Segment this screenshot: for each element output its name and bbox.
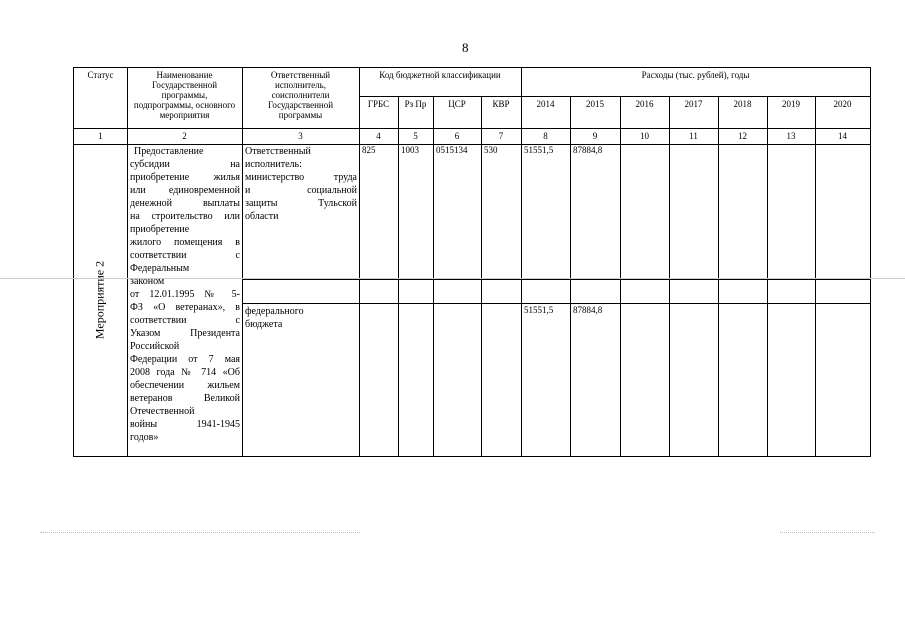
column-number: 10 (640, 131, 649, 141)
column-number: 3 (298, 131, 303, 141)
column-number: 6 (454, 131, 460, 141)
column-number: 1 (98, 131, 103, 141)
column-number: 11 (689, 131, 698, 141)
header-year: 2014 (536, 99, 555, 109)
amount-2015: 87884,8 (573, 305, 603, 315)
col-divider (767, 96, 768, 456)
row-divider (242, 279, 870, 280)
row-divider (74, 128, 870, 129)
header-rzpr: Рз Пр (404, 99, 427, 109)
col-divider (433, 96, 434, 456)
activity-name: Предоставление субсидии на приобретение жилья или единовременной денежной выплаты на строительство или приобретение жилого помещения в соответствии с Федеральным законом от 12.01.1995 № 5- ФЗ «О ветеранах», в соответствии с Указом Президента Российской Федерации от 7 мая 2008 года № 714 «Об обеспечении жильем ветеранов Великой Отечественной войны 1941-1945 годов» (130, 146, 240, 443)
col-divider (242, 68, 243, 456)
header-year: 2020 (833, 99, 852, 109)
header-executor: Ответственный исполнитель, соисполнители Государственной программы (267, 70, 334, 120)
header-year: 2016 (635, 99, 654, 109)
col-divider (815, 96, 816, 456)
header-csr: ЦСР (448, 99, 466, 109)
amount-2014: 51551,5 (524, 305, 554, 315)
status-label: Мероприятие 2 (92, 260, 107, 340)
header-year: 2015 (586, 99, 604, 109)
funding-source: федерального бюджета (245, 306, 304, 330)
header-expenses: Расходы (тыс. рублей), годы (641, 70, 750, 80)
header-year: 2018 (733, 99, 752, 109)
budget-table (73, 67, 871, 457)
row-divider (359, 96, 870, 97)
status-cell (74, 145, 127, 455)
column-number: 7 (498, 131, 504, 141)
col-divider (359, 68, 360, 456)
csr-value: 0515134 (436, 145, 468, 155)
col-divider (127, 68, 128, 456)
column-number: 9 (592, 131, 598, 141)
amount-2014: 51551,5 (524, 145, 554, 155)
column-number: 4 (376, 131, 381, 141)
header-budget-code: Код бюджетной классификации (379, 70, 501, 80)
header-name: Наименование Государственной программы, подпрограммы, основного мероприятия (133, 70, 236, 120)
col-divider (481, 96, 482, 456)
rzpr-value: 1003 (401, 145, 419, 155)
col-divider (398, 96, 399, 456)
scan-line (40, 532, 360, 533)
column-number: 12 (738, 131, 747, 141)
row-divider (242, 303, 870, 304)
column-number: 14 (838, 131, 847, 141)
kvr-value: 530 (484, 145, 498, 155)
header-year: 2019 (782, 99, 800, 109)
page-number: 8 (462, 40, 469, 55)
column-number: 5 (413, 131, 418, 141)
column-number: 2 (182, 131, 187, 141)
scan-line (0, 278, 905, 279)
col-divider (669, 96, 670, 456)
header-kvr: КВР (492, 99, 510, 109)
col-divider (521, 68, 522, 456)
amount-2015: 87884,8 (573, 145, 603, 155)
column-number: 8 (543, 131, 548, 141)
col-divider (620, 96, 621, 456)
grbs-value: 825 (362, 145, 376, 155)
header-grbs: ГРБС (367, 99, 390, 109)
column-number: 13 (786, 131, 796, 141)
col-divider (570, 96, 571, 456)
col-divider (718, 96, 719, 456)
responsible-executor: Ответственный исполнитель: министерство труда и социальной защиты Тульской области (245, 146, 357, 222)
header-year: 2017 (684, 99, 703, 109)
header-status: Статус (87, 70, 114, 80)
scan-line (780, 532, 875, 533)
